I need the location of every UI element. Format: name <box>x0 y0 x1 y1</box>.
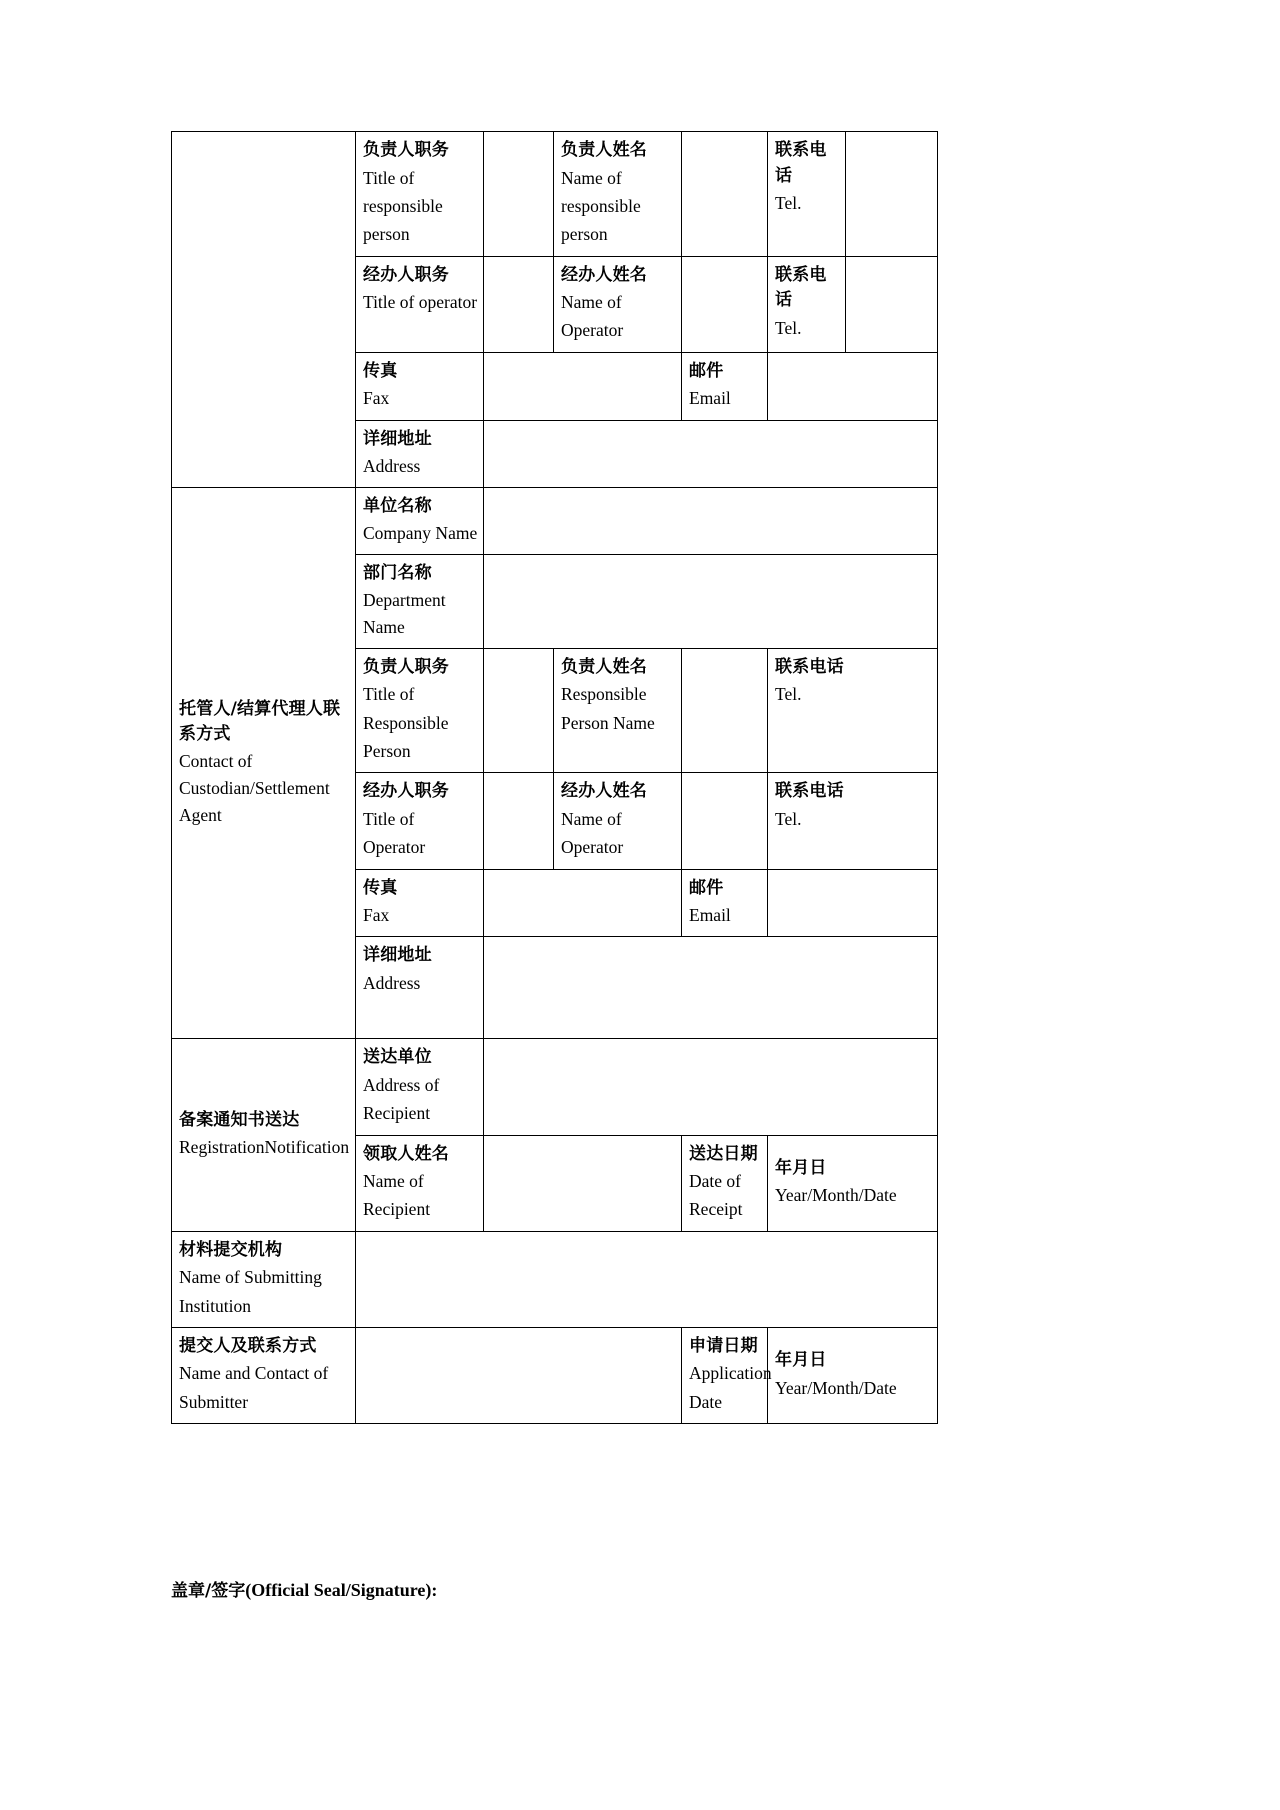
label-cn: 经办人姓名 <box>561 781 647 802</box>
notification-section-label <box>172 1039 356 1231</box>
label-en: Title of Operator <box>363 808 426 858</box>
issuer-operator-title-value[interactable] <box>484 256 554 352</box>
submitter-label <box>172 1327 356 1423</box>
label-cn: 经办人职务 <box>363 264 449 285</box>
label-cn: 负责人职务 <box>363 656 449 677</box>
label-cn: 联系电话 <box>775 781 844 802</box>
issuer-responsible-title-label <box>356 132 484 257</box>
label-en: RegistrationNotification <box>179 1136 350 1157</box>
issuer-fax-value[interactable] <box>484 352 682 420</box>
submitting-institution-value[interactable] <box>356 1231 938 1327</box>
label-cn: 部门名称 <box>363 563 432 584</box>
issuer-responsible-tel-value[interactable] <box>846 132 938 257</box>
custodian-operator-name-value[interactable] <box>682 773 768 869</box>
label-en: Email <box>689 388 731 409</box>
date-format-en: Year/Month/Date <box>775 1377 897 1398</box>
date-format-cn: 年月日 <box>775 1350 827 1371</box>
label-en: Responsible Person Name <box>561 684 655 733</box>
label-en: Fax <box>363 388 390 409</box>
label-cn: 送达日期 <box>689 1143 758 1164</box>
custodian-address-value[interactable] <box>484 937 938 1039</box>
notification-date-label <box>682 1135 768 1231</box>
custodian-email-value[interactable] <box>768 869 938 937</box>
label-en: Title of Responsible Person <box>363 684 449 761</box>
label-cn: 邮件 <box>689 877 724 898</box>
issuer-operator-title-label <box>356 256 484 352</box>
custodian-department-label <box>356 555 484 649</box>
label-cn: 联系电话 <box>775 140 827 186</box>
label-en: Company Name <box>363 522 478 543</box>
notification-recipient-address-value[interactable] <box>484 1039 938 1135</box>
custodian-responsible-name-value[interactable] <box>682 648 768 773</box>
issuer-responsible-name-label <box>554 132 682 257</box>
label-cn: 申请日期 <box>689 1335 758 1356</box>
notification-recipient-name-label <box>356 1135 484 1231</box>
label-en: Email <box>689 905 731 925</box>
label-en: Address <box>363 456 421 477</box>
label-en: Tel. <box>775 684 802 705</box>
custodian-operator-name-label <box>554 773 682 869</box>
label-cn: 领取人姓名 <box>363 1143 449 1164</box>
form-table <box>171 131 938 1424</box>
label-cn: 托管人/结算代理人联系方式 <box>179 698 341 745</box>
label-en: Title of operator <box>363 292 478 313</box>
label-en: Tel. <box>775 193 802 213</box>
date-format-cn: 年月日 <box>775 1157 827 1178</box>
label-en: Name of Operator <box>561 808 624 858</box>
label-cn: 负责人职务 <box>363 140 449 160</box>
label-cn: 材料提交机构 <box>179 1239 283 1260</box>
label-en: Contact of Custodian/Settlement Agent <box>179 750 330 825</box>
custodian-department-value[interactable] <box>484 555 938 649</box>
issuer-responsible-tel-label <box>768 132 846 257</box>
label-cn: 备案通知书送达 <box>179 1110 300 1131</box>
custodian-company-value[interactable] <box>484 488 938 555</box>
registration-form-table <box>171 131 937 1424</box>
label-cn: 单位名称 <box>363 496 432 517</box>
issuer-address-value[interactable] <box>484 420 938 488</box>
issuer-address-label <box>356 420 484 488</box>
label-cn: 经办人职务 <box>363 781 449 802</box>
label-en: Tel. <box>775 317 802 338</box>
submitting-institution-label <box>172 1231 356 1327</box>
issuer-responsible-title-value[interactable] <box>484 132 554 257</box>
issuer-operator-tel-label <box>768 256 846 352</box>
submitter-value[interactable] <box>356 1327 682 1423</box>
issuer-email-label <box>682 352 768 420</box>
issuer-operator-tel-value[interactable] <box>846 256 938 352</box>
issuer-fax-label <box>356 352 484 420</box>
issuer-responsible-name-value[interactable] <box>682 132 768 257</box>
table-row <box>172 132 938 257</box>
label-en: Name and Contact of Submitter <box>179 1363 329 1412</box>
label-cn: 联系电话 <box>775 264 827 311</box>
label-en: Tel. <box>775 808 802 829</box>
label-cn: 传真 <box>363 360 398 381</box>
label-cn: 联系电话 <box>775 656 844 677</box>
issuer-operator-name-label <box>554 256 682 352</box>
custodian-operator-title-value[interactable] <box>484 773 554 869</box>
label-cn: 负责人姓名 <box>561 140 647 160</box>
official-seal-signature-line <box>171 1576 437 1601</box>
label-cn: 经办人姓名 <box>561 264 647 285</box>
label-en: Address of Recipient <box>363 1074 440 1124</box>
seal-label-en: (Official Seal/Signature): <box>245 1580 438 1600</box>
notification-recipient-name-value[interactable] <box>484 1135 682 1231</box>
label-en: Address <box>363 972 421 993</box>
application-date-label <box>682 1327 772 1423</box>
issuer-operator-name-value[interactable] <box>682 256 768 352</box>
label-en: Name of responsible person <box>561 167 641 245</box>
label-cn: 送达单位 <box>363 1047 432 1068</box>
notification-recipient-address-label <box>356 1039 484 1135</box>
notification-date-value[interactable] <box>768 1135 938 1231</box>
application-date-value[interactable] <box>768 1327 938 1423</box>
label-en: Name of Submitting Institution <box>179 1267 322 1316</box>
seal-label-cn: 盖章/签字 <box>171 1581 246 1601</box>
custodian-responsible-tel-label <box>768 648 938 773</box>
label-en: Department Name <box>363 589 446 637</box>
label-cn: 邮件 <box>689 360 724 381</box>
table-row <box>172 1039 938 1135</box>
table-row <box>172 1231 938 1327</box>
custodian-section-label <box>172 488 356 1039</box>
custodian-fax-value[interactable] <box>484 869 682 937</box>
custodian-company-label <box>356 488 484 555</box>
label-en: Fax <box>363 905 390 925</box>
custodian-responsible-title-label <box>356 648 484 773</box>
table-row <box>172 488 938 555</box>
label-en: Name of Operator <box>561 292 624 341</box>
custodian-responsible-name-label <box>554 648 682 773</box>
label-cn: 详细地址 <box>363 428 432 449</box>
custodian-operator-tel-label <box>768 773 938 869</box>
label-en: Date of Receipt <box>689 1171 743 1220</box>
label-cn: 负责人姓名 <box>561 656 647 677</box>
label-cn: 传真 <box>363 877 398 898</box>
table-row <box>172 1327 938 1423</box>
label-cn: 详细地址 <box>363 945 432 966</box>
custodian-responsible-title-value[interactable] <box>484 648 554 773</box>
label-en: Title of responsible person <box>363 167 443 245</box>
issuer-section-label-cell <box>172 132 356 488</box>
date-format-en: Year/Month/Date <box>775 1185 897 1206</box>
custodian-address-label <box>356 937 484 1039</box>
label-cn: 提交人及联系方式 <box>179 1335 317 1356</box>
custodian-operator-title-label <box>356 773 484 869</box>
custodian-fax-label <box>356 869 484 937</box>
custodian-email-label <box>682 869 768 937</box>
label-en: Name of Recipient <box>363 1171 431 1220</box>
issuer-email-value[interactable] <box>768 352 938 420</box>
label-en: Application Date <box>689 1363 772 1412</box>
